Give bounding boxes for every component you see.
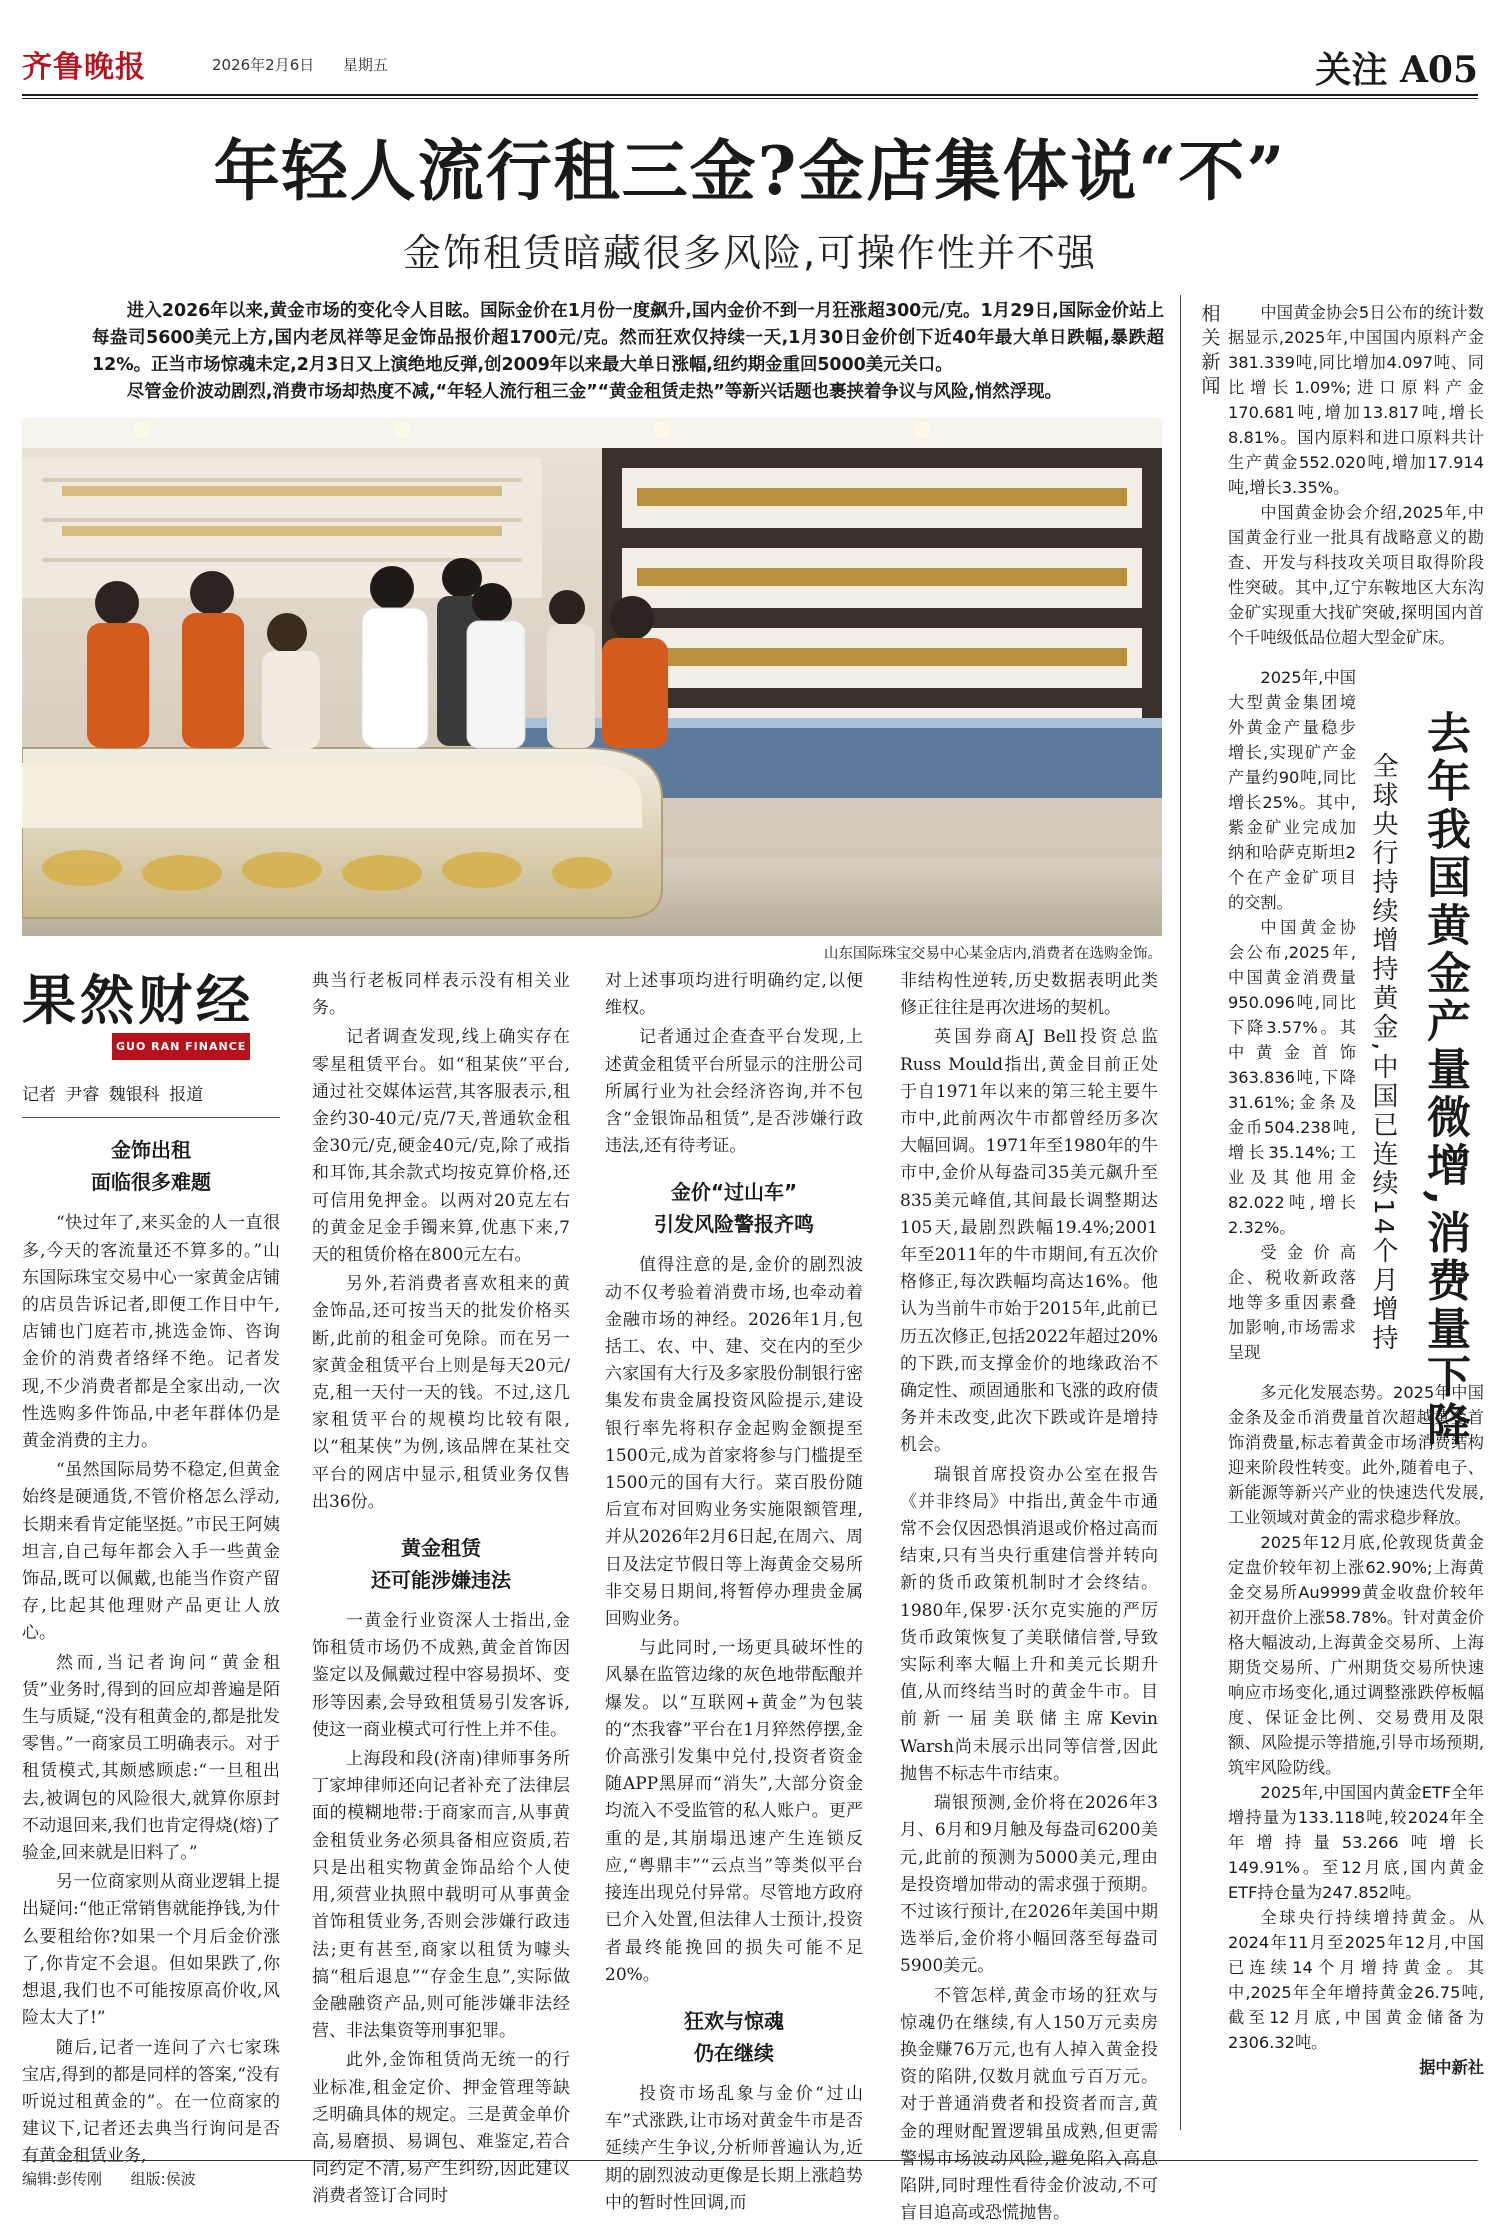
byline: 记者 尹睿 魏银科 报道 [22, 1082, 280, 1118]
related-paragraph: 中国黄金协会公布,2025年,中国黄金消费量950.096吨,同比下降3.57%。其中黄金首饰363.836吨,下降31.61%;金条及金币504.238吨,增长35.14%;工业及其他用金82.022吨,增长2.32%。 [1228, 918, 1356, 1237]
body-paragraph: 值得注意的是,金价的剧烈波动不仅考验着消费市场,也牵动着金融市场的神经。2026年1月,包括工、农、中、建、交在内的至少六家国有大行及多家股份制银行密集发布贵金属投资风险提示,建设银行率先将积存金起购金额提至1500元,成为首家将参与门槛提至1500元的国有大行。菜百股份随后宣布对回购业务实施限额管理,并从2026年2月6日起,在周六、周日及法定节假日等上海黄金交易所非交易日期间,将暂停办理贵金属回购业务。 [605, 1255, 863, 1630]
header-rule [22, 94, 1478, 96]
related-news-narrow [1228, 665, 1356, 1365]
body-paragraph: 一黄金行业资深人士指出,金饰租赁市场仍不成熟,黄金首饰因鉴定以及佩戴过程中容易损坏、变形等因素,会导致租赁易引发客诉,使这一商业模式可行性上并不佳。 [312, 1611, 570, 1740]
article-column-2 [312, 968, 570, 2213]
lead-para: 尽管金价波动剧烈,消费市场却热度不减,“年轻人流行租三金”“黄金租赁走热”等新兴话题也裹挟着争议与风险,悄然浮现。 [126, 382, 1062, 402]
section-subhead [312, 1532, 570, 1596]
body-paragraph: 不管怎样,黄金市场的狂欢与惊魂仍在继续,有人150万元卖房换金赚76万元,也有人掉入黄金投资的陷阱,仅数月就血亏百万元。对于普通消费者和投资者而言,黄金的理财配置逻辑虽成熟,但更需警惕市场波动风险,避免陷入高息陷阱,同时理性看待金价波动,不可盲目追高或恐慌抛售。 [900, 1985, 1158, 2224]
subhead-line: 金饰出租 [111, 1138, 191, 1163]
subhead-line: 还可能涉嫌违法 [371, 1568, 511, 1593]
body-paragraph: 然而,当记者询问“黄金租赁”业务时,得到的回应却普遍是陌生与质疑,“没有租黄金的,都是批发零售。”一商家员工明确表示。对于租赁模式,其颇感顾虑:“一旦租出去,被调包的风险很大,就算你原封不动退回来,我们也肯定得烧(熔)了验金,回来就是旧料了。” [22, 1652, 280, 1864]
body-paragraph: “快过年了,来买金的人一直很多,今天的客流量还不算多的。”山东国际珠宝交易中心一家黄金店铺的店员告诉记者,即便工作日中午,店铺也门庭若市,挑选金饰、咨询金价的消费者络绎不绝。记者发现,不少消费者都是全家出动,一次性选购多件饰品,中老年群体仍是黄金消费的主力。 [22, 1213, 280, 1452]
photo-caption: 山东国际珠宝交易中心某金店内,消费者在选购金饰。 [823, 946, 1162, 962]
related-news-title: 去年我国黄金产量微增,消费量下降 [1419, 710, 1470, 1450]
related-paragraph: 受金价高企、税收新政落地等多重因素叠加影响,市场需求呈现 [1228, 1243, 1356, 1362]
photo-illustration [22, 418, 1162, 936]
body-paragraph: 瑞银预测,金价将在2026年3月、6月和9月触及每盎司6200美元,此前的预测为5000美元,理由是投资增加带动的需求强于预期。不过该行预计,在2026年美国中期选举后,金价将小幅回落至每盎司5900美元。 [900, 1793, 1158, 1977]
masthead [22, 42, 1478, 91]
subhead-line: 引发风险警报齐鸣 [654, 1212, 814, 1237]
body-paragraph: 另一位商家则从商业逻辑上提出疑问:“他正常销售就能挣钱,为什么要租给你?如果一个月后金价涨了,你肯定不会退。但如果跌了,你想退,我们也不可能按原高价收,风险太大了!” [22, 1872, 280, 2029]
body-paragraph: 上海段和段(济南)律师事务所丁家坤律师还向记者补充了法律层面的模糊地带:于商家而言,从事黄金租赁业务必须具备相应资质,若只是出租实物黄金饰品给个人使用,须营业执照中载明可从事黄金首饰租赁业务,否则会涉嫌行政违法;更有甚至,商家以租赁为噱头搞“租后退息”“存金生息”,实际做金融融资产品,则可能涉嫌非法经营、非法集资等刑事犯罪。 [312, 1749, 570, 2042]
article-column-1 [22, 968, 280, 2173]
body-paragraph: 典当行老板同样表示没有相关业务。 [312, 971, 570, 1019]
header-rule-thin [22, 98, 1478, 99]
headline: 年轻人流行租三金?金店集体说“不” [213, 132, 1287, 210]
subhead-line: 仍在继续 [694, 2040, 774, 2065]
subhead-line: 面临很多难题 [91, 1170, 211, 1195]
body-paragraph: 记者通过企查查平台发现,上述黄金租赁平台所显示的注册公司所属行业为社会经济咨询,并不包含“金银饰品租赁”,是否涉嫌行政违法,还有待考证。 [605, 1027, 863, 1157]
body-paragraph: 对上述事项均进行明确约定,以便维权。 [605, 971, 863, 1019]
related-news-top [1228, 300, 1484, 650]
sidebar-divider [1180, 295, 1181, 2130]
brand-title: 果然财经 [22, 968, 254, 1032]
store-photo [22, 418, 1162, 936]
body-paragraph: 与此同时,一场更具破坏性的风暴在监管边缘的灰色地带酝酿并爆发。以“互联网+黄金”为包装的“杰我睿”平台在1月猝然停摆,金价高涨引发集中兑付,投资者资金随APP黑屏而“消失”,大部分资金均流入不受监管的私人账户。更严重的是,其崩塌迅速产生连锁反应,“粤鼎丰”“云点当”等类似平台接连出现兑付异常。尽管地方政府已介入处置,但法律人士预计,投资者最终能挽回的损失可能不足20%。 [605, 1638, 863, 1985]
brand-subtitle: GUO RAN FINANCE [112, 1033, 250, 1060]
date: 2026年2月6日 [212, 56, 315, 74]
footer-credits [22, 2168, 196, 2189]
related-paragraph: 全球央行持续增持黄金。从2024年11月至2025年12月,中国已连续14个月增持黄金。其中,2025年全年增持黄金26.75吨,截至12月底,中国黄金储备为2306.32吨。 [1228, 1908, 1484, 2052]
subhead-line: 黄金租赁 [401, 1536, 481, 1561]
lead-paragraph [92, 298, 1164, 406]
section-subhead [605, 2005, 863, 2069]
subhead-line: 金价“过山车” [670, 1180, 798, 1205]
section-subhead [605, 1176, 863, 1240]
weekday: 星期五 [342, 56, 388, 74]
related-paragraph: 中国黄金协会5日公布的统计数据显示,2025年,中国国内原料产金381.339吨,同比增加4.097吨、同比增长1.09%;进口原料产金170.681吨,增加13.817吨,增长8.81%。国内原料和进口原料共计生产黄金552.020吨,增加17.914吨,增长3.35%。 [1228, 303, 1484, 497]
related-news-tag: 相关新闻 [1201, 303, 1221, 397]
body-paragraph: 非结构性逆转,历史数据表明此类修正往往是再次进场的契机。 [900, 971, 1158, 1019]
related-news-subtitle: 全球央行持续增持黄金,中国已连续14个月增持 [1368, 752, 1398, 1354]
subheadline: 金饰租赁暗藏很多风险,可操作性并不强 [402, 231, 1098, 275]
body-paragraph: “虽然国际局势不稳定,但黄金始终是硬通货,不管价格怎么浮动,长期来看肯定能坚挺。”市民王阿姨坦言,自己每年都会入手一些黄金饰品,既可以佩戴,也能当作资产留存,比起其他理财产品更让人放心。 [22, 1460, 280, 1644]
related-paragraph: 2025年12月底,伦敦现货黄金定盘价较年初上涨62.90%;上海黄金交易所Au9999黄金收盘价较年初开盘价上涨58.78%。针对黄金价格大幅波动,上海黄金交易所、上海期货交易所、广州期货交易所快速响应市场变化,通过调整涨跌停板幅度、保证金比例、交易费用及限额、风险提示等措施,引导市场预期,筑牢风险防线。 [1228, 1533, 1484, 1777]
article-column-3 [605, 968, 863, 2219]
subhead-line: 狂欢与惊魂 [684, 2008, 784, 2033]
related-paragraph: 2025年,中国大型黄金集团境外黄金产量稳步增长,实现矿产金产量约90吨,同比增长25%。其中,紫金矿业完成加纳和哈萨克斯坦2个在产金矿项目的交割。 [1228, 668, 1356, 912]
section-label [1315, 42, 1478, 93]
section-name: 关注 [1315, 49, 1388, 91]
news-source: 据中新社 [1419, 2058, 1484, 2077]
body-paragraph: 此外,金饰租赁尚无统一的行业标准,租金定价、押金管理等缺乏明确具体的规定。三是黄金单价高,易磨损、易调包、难鉴定,若合同约定不清,易产生纠纷,因此建议消费者签订合同时 [312, 2050, 570, 2207]
related-paragraph: 2025年,中国国内黄金ETF全年增持量为133.118吨,较2024年全年增持量53.266吨增长149.91%。至12月底,国内黄金ETF持仓量为247.852吨。 [1228, 1783, 1484, 1902]
body-paragraph: 另外,若消费者喜欢租来的黄金饰品,还可按当天的批发价格买断,此前的租金可免除。而在另一家黄金租赁平台上则是每天20元/克,租一天付一天的钱。不过,这几家租赁平台的规模均比较有限,以“租某侠”为例,该品牌在某社交平台的网店中显示,租赁业务仅售出36份。 [312, 1274, 570, 1512]
section-subhead [22, 1134, 280, 1198]
footer-rule [22, 2160, 1478, 2161]
page-number: A05 [1399, 49, 1478, 91]
body-paragraph: 投资市场乱象与金价“过山车”式涨跌,让市场对黄金牛市是否延续产生争议,分析师普遍认为,近期的剧烈波动更像是长期上涨趋势中的暂时性回调,而 [605, 2083, 863, 2213]
editor-credit: 编辑:彭传刚 [22, 2170, 103, 2188]
body-paragraph: 随后,记者一连问了六七家珠宝店,得到的都是同样的答案,“没有听说过租黄金的”。在一位商家的建议下,记者还去典当行询问是否有黄金租赁业务, [22, 2037, 280, 2167]
issue-date [212, 54, 388, 75]
body-paragraph: 英国券商AJ Bell投资总监Russ Mould指出,黄金目前正处于自1971年以来的第三轮主要牛市中,此前两次牛市都曾经历多次大幅回调。1971年至1980年的牛市中,金价从每盎司35美元飙升至835美元峰值,其间最长调整期达105天,最剧烈跌幅19.4%;2001年至2011年的牛市期间,有五次价格修正,每次跌幅均高达16%。他认为当前牛市始于2015年,此前已历五次修正,包括2022年超过20%的下跌,而支撑金价的地缘政治不确定性、顽固通胀和飞涨的政府债务并未改变,此次下跌或许是增持机会。 [900, 1027, 1158, 1456]
article-column-4 [900, 968, 1158, 2229]
body-paragraph: 记者调查发现,线上确实存在零星租赁平台。如“租某侠”平台,通过社交媒体运营,其客服表示,租金约30-40元/克/7天,普通软金租金30元/克,硬金40元/克,除了戒指和耳饰,其余款式均按克算价格,还可信用免押金。以两对20克左右的黄金足金手镯来算,优惠下来,7天的租赁价格在800元左右。 [312, 1027, 570, 1266]
newspaper-logo: 齐鲁晚报 [22, 50, 146, 85]
related-paragraph: 多元化发展态势。2025年中国金条及金币消费量首次超越黄金首饰消费量,标志着黄金市场消费结构迎来阶段性转变。此外,随着电子、新能源等新兴产业的快速迭代发展,工业领域对黄金的需求稳步释放。 [1228, 1383, 1484, 1527]
lead-para: 进入2026年以来,黄金市场的变化令人目眩。国际金价在1月份一度飙升,国内金价不到一月狂涨超300元/克。1月29日,国际金价站上每盎司5600美元上方,国内老凤祥等足金饰品报价超1700元/克。然而狂欢仅持续一天,1月30日金价创下近40年最大单日跌幅,暴跌超12%。正当市场惊魂未定,2月3日又上演绝地反弹,创2009年以来最大单日涨幅,纽约期金重回5000美元关口。 [92, 301, 1164, 375]
related-paragraph: 中国黄金协会介绍,2025年,中国黄金行业一批具有战略意义的勘查、开发与科技攻关项目取得阶段性突破。其中,辽宁东鞍地区大东沟金矿实现重大找矿突破,探明国内首个千吨级低品位超大型金矿床。 [1228, 503, 1484, 647]
layout-credit: 组版:侯波 [130, 2170, 196, 2188]
body-paragraph: 瑞银首席投资办公室在报告《并非终局》中指出,黄金牛市通常不会仅因恐惧消退或价格过高而结束,只有当央行重建信誉并转向新的货币政策机制时才会终结。1980年,保罗·沃尔克实施的严厉货币政策恢复了美联储信誉,导致实际利率大幅上升和美元长期升值,从而终结当时的黄金牛市。目前新一届美联储主席Kevin Warsh尚未展示出同等信誉,因此抛售不标志牛市结束。 [900, 1464, 1158, 1784]
related-news-bottom [1228, 1380, 1484, 2080]
